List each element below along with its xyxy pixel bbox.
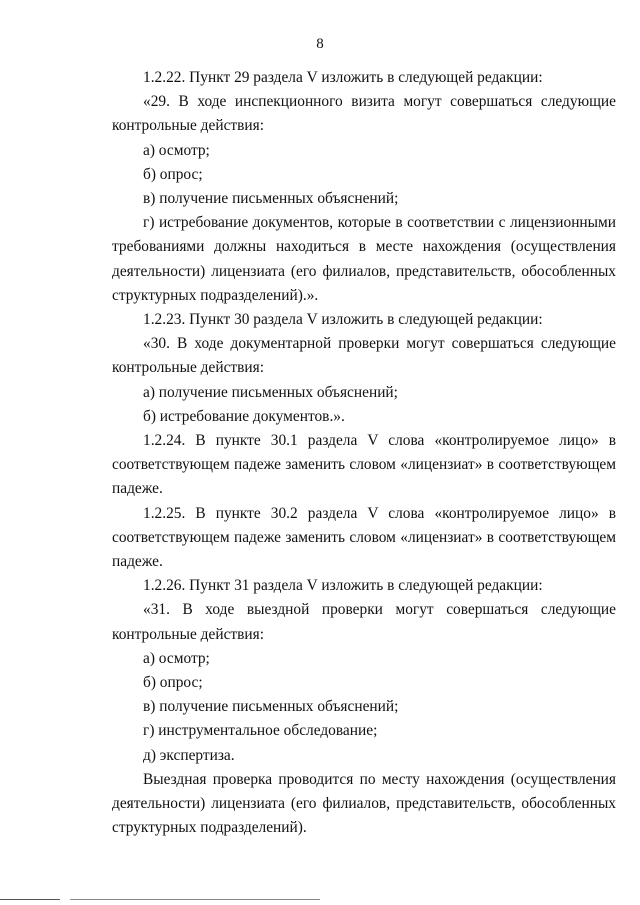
document-body [112,66,616,841]
list-item-31-d: д) экспертиза. [143,746,235,764]
list-item-31-v: в) получение письменных объяснений; [143,698,399,716]
list-item-29-v: в) получение письменных объяснений; [143,190,399,208]
list-item-30-a: а) получение письменных объяснений; [143,383,398,401]
paragraph-item-30: «30. В ходе документарной проверки могут совершаться следующие контрольные действия: [112,335,616,377]
list-item-29-b: б) опрос; [143,165,203,183]
paragraph-1-2-22: 1.2.22. Пункт 29 раздела V изложить в следующей редакции: [143,69,543,86]
paragraph-1-2-24: 1.2.24. В пункте 30.1 раздела V слова «контролируемое лицо» в соответствующем падеже заменить словом «лицензиат» в соответствующем падеже. [112,432,616,498]
list-item-31-a: а) осмотр; [143,649,210,667]
list-item-29-g: г) истребование документов, которые в соответствии с лицензионными требованиями должны находиться в месте нахождения (осуществления деятельности) лицензиата (его филиалов, представительств, обособленных структурных подразделений).». [112,214,616,304]
paragraph-1-2-26: 1.2.26. Пункт 31 раздела V изложить в следующей редакции: [143,577,543,595]
page-number: 8 [316,36,324,52]
paragraph-item-31: «31. В ходе выездной проверки могут совершаться следующие контрольные действия: [112,601,616,643]
list-item-29-a: а) осмотр; [143,141,210,159]
list-item-31-g: г) инструментальное обследование; [143,722,378,740]
paragraph-1-2-25: 1.2.25. В пункте 30.2 раздела V слова «контролируемое лицо» в соответствующем падеже заменить словом «лицензиат» в соответствующем падеже. [112,504,616,571]
footer-divider-right [70,899,320,900]
paragraph-item-29: «29. В ходе инспекционного визита могут совершаться следующие контрольные действия: [112,93,616,135]
list-item-30-b: б) истребование документов.». [143,407,345,425]
list-item-31-b: б) опрос; [143,674,203,692]
paragraph-1-2-23: 1.2.23. Пункт 30 раздела V изложить в следующей редакции: [143,311,543,329]
paragraph-field-inspection-location: Выездная проверка проводится по месту нахождения (осуществления деятельности) лицензиата (его филиалов, представительств, обособленных структурных подразделений). [112,770,616,837]
footer-divider-left [0,899,60,900]
